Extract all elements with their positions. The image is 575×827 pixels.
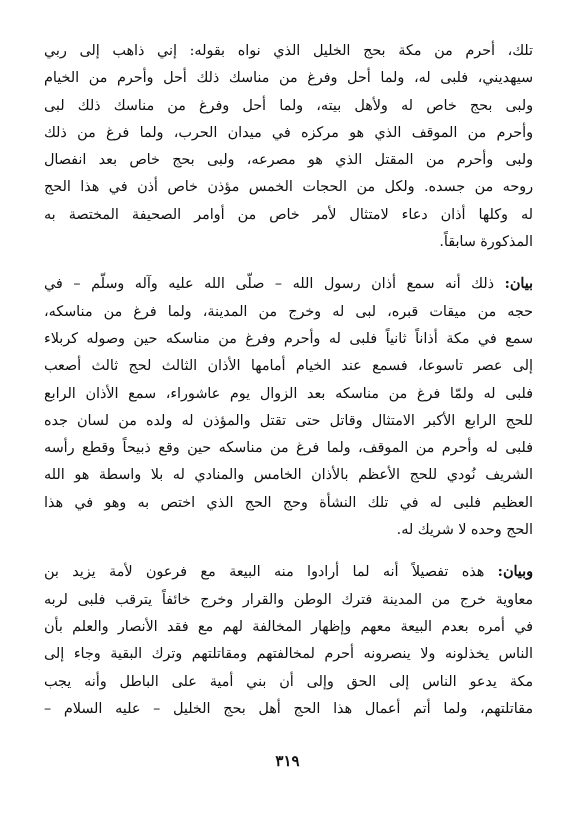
text-line: في أمره بعدم البيعة معهم وإظهار المخالفة لهم مع فقد الأنصار والعلم بأن bbox=[44, 618, 533, 635]
text-line: الحج وحده لا شريك له. bbox=[396, 522, 533, 539]
paragraph-lead: وبيان: bbox=[497, 564, 533, 581]
text-line: مقاتلتهم، ولما أتم أعمال هذا الحج أهل بحج الخليل – عليه السلام – bbox=[44, 700, 533, 717]
text-line: إلى عصر تاسوعا، فسمع عند الخيام أمامها الأذان الثالث لحج ثالث أصعب bbox=[44, 358, 533, 375]
page-number: ٣١٩ bbox=[275, 752, 300, 770]
text-line: المذكورة سابقاً. bbox=[439, 234, 533, 251]
text-line: تلك، أحرم من مكة بحج الخليل الذي نواه بقوله: إني ذاهب إلى ربي bbox=[44, 43, 533, 59]
text-line: فلبى له وأحرم من الموقف، ولما فرغ من مناسكه حين وقع ذبيحاً وقطع رأسه bbox=[44, 440, 533, 457]
text-line: سمع في مكة أذاناً ثانياً فلبى له وأحرم وفرغ من مناسكه حين وصوله كربلاء bbox=[44, 330, 533, 347]
text-line: الناس يخذلونه ولا ينصرونه أحرم لمخالفتهم ومقاتلتهم وترك البقية وجاء إلى bbox=[44, 646, 533, 663]
text-line: روحه من جسده. ولكل من الحجات الخمس مؤذن خاص أذن في هذا الحج bbox=[44, 179, 533, 196]
text-line: سيهديني، فلبى له، ولما أحل وفرغ من مناسك ذلك أحل وأحرم من الخيام bbox=[44, 70, 533, 87]
paragraph-lead: بيان: bbox=[504, 276, 533, 293]
paragraph-3 bbox=[44, 559, 533, 723]
paragraph-1 bbox=[44, 38, 533, 256]
text-line: للحج الرابع الأكبر الامتثال وقاتل حتى تقتل والمؤذن له ولده من لسان جده bbox=[44, 412, 533, 429]
paragraph-2 bbox=[44, 271, 533, 544]
text-line: الشريف نُودي للحج الأعظم بالأذان الخامس والمنادي له بلا واسطة هو الله bbox=[44, 467, 533, 484]
text-line bbox=[44, 559, 533, 586]
text-line: ولبى وأحرم من المقتل الذي هو مصرعه، ولبى بحج خاص بعد انفصال bbox=[44, 152, 533, 169]
text-line: مكة يدعو الناس إلى الحق وإلى أن بني أمية على الباطل وأنه يجب bbox=[44, 673, 533, 690]
text-line: فلبى له ولمّا فرغ من مناسكه بعد الزوال يوم عاشوراء، سمع الأذان الرابع bbox=[44, 385, 533, 402]
text-line: حجه من ميقات قبره، لبى له وخرج من المدينة، ولما فرغ من مناسكه، bbox=[44, 303, 533, 320]
text-line: له وكلها أذان دعاء لامتثال لأمر خاص من أوامر الصحيفة المختصة به bbox=[44, 206, 533, 223]
text-line: وأحرم من الموقف الذي هو مركزه في ميدان الحرب، ولما فرغ من ذلك bbox=[44, 124, 533, 141]
text-line-content: ذلك أنه سمع أذان رسول الله – صلّى الله عليه وآله وسلّم – في bbox=[44, 276, 494, 293]
text-line: العظيم فلبى له في تلك النشأة وحج الحج الذي اختص به وهو في هذا bbox=[44, 494, 533, 511]
text-line-content: هذه تفصيلاً أنه لما أرادوا منه البيعة مع فرعون لأمة يزيد بن bbox=[44, 564, 485, 581]
text-line: معاوية خرج من المدينة فترك الوطن والقرار وخرج خائفاً يترقب فلبى لربه bbox=[44, 591, 533, 608]
text-line bbox=[44, 271, 533, 298]
text-line: ولبى بحج خاص له ولأهل بيته، ولما أحل وفرغ من مناسك ذلك لبى bbox=[44, 97, 533, 114]
